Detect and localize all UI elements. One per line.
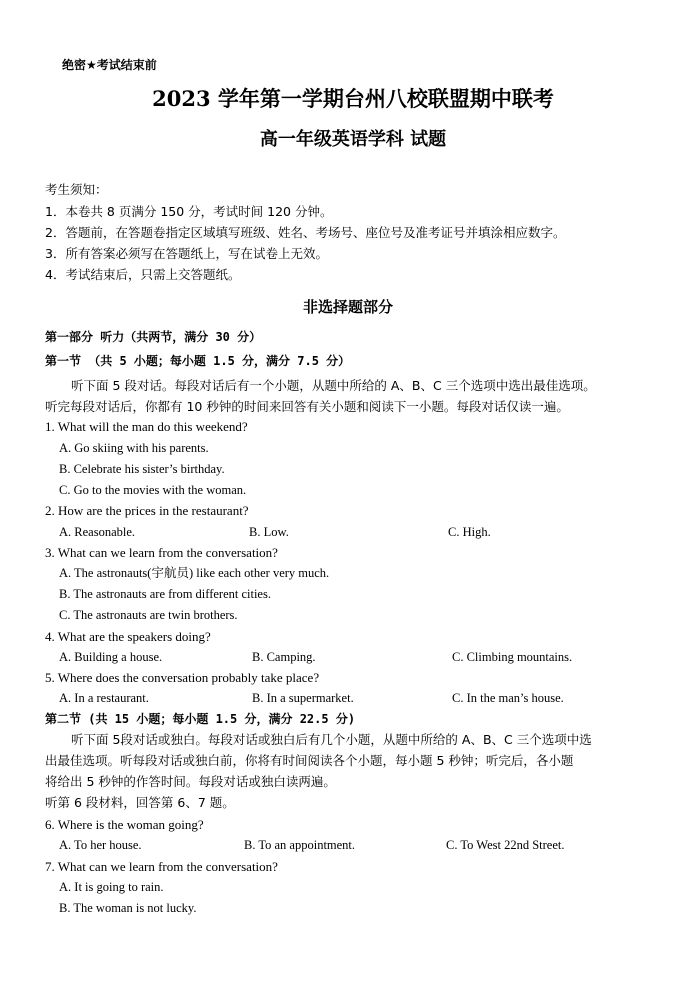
option: A. To her house.	[59, 838, 142, 852]
instructions: 将给出 5 秒钟的作答时间。每段对话或独白读两遍。	[45, 774, 336, 789]
option: B. Camping.	[252, 650, 316, 664]
option: A. In a restaurant.	[59, 691, 149, 705]
option: C. Go to the movies with the woman.	[59, 483, 247, 497]
option: B. The astronauts are from different cities.	[59, 587, 271, 601]
notice-item: 2．答题前，在答题卷指定区域填写班级、姓名、考场号、座位号及准考证号并填涂相应数字。	[45, 225, 566, 240]
section-title: 非选择题部分	[302, 298, 393, 316]
option: B. To an appointment.	[244, 838, 356, 852]
option: B. Celebrate his sister’s birthday.	[59, 462, 225, 476]
option: C. Climbing mountains.	[452, 650, 573, 664]
instructions: 听下面 5段对话或独白。每段对话或独白后有几个小题，从题中所给的 A、B、C 三个选项中选	[71, 732, 592, 747]
question: 5. Where does the conversation probably take place?	[45, 670, 320, 685]
notice-item: 1．本卷共 8 页满分 150 分，考试时间 120 分钟。	[45, 204, 333, 219]
option: B. Low.	[249, 525, 289, 539]
option: A. The astronauts(宇航员) like each other very much.	[59, 566, 330, 580]
instructions: 听下面 5 段对话。每段对话后有一个小题，从题中所给的 A、B、C 三个选项中选出最佳选项。	[71, 378, 596, 393]
notice-item: 3．所有答案必须写在答题纸上，写在试卷上无效。	[45, 246, 328, 261]
option: B. The woman is not lucky.	[59, 901, 197, 915]
exam-title: 2023 学年第一学期台州八校联盟期中联考	[152, 86, 554, 111]
instructions: 听完每段对话后，你都有 10 秒钟的时间来回答有关小题和阅读下一小题。每段对话仅读一遍。	[45, 399, 569, 414]
part-heading: 第一部分 听力（共两节，满分 30 分）	[45, 330, 262, 344]
option: B. In a supermarket.	[252, 691, 354, 705]
instructions: 出最佳选项。听每段对话或独白前，你将有时间阅读各个小题，每小题 5 秒钟；听完后，各小题	[45, 753, 574, 768]
exam-subtitle: 高一年级英语学科 试题	[259, 129, 447, 150]
option: A. Go skiing with his parents.	[59, 441, 209, 455]
option: A. Reasonable.	[59, 525, 136, 539]
confidential-label: 绝密★考试结束前	[62, 58, 157, 72]
question: 1. What will the man do this weekend?	[45, 419, 248, 434]
question: 6. Where is the woman going?	[45, 817, 204, 832]
option: C. The astronauts are twin brothers.	[59, 608, 238, 622]
instructions: 听第 6 段材料，回答第 6、7 题。	[45, 795, 235, 810]
option: C. High.	[448, 525, 491, 539]
question: 2. How are the prices in the restaurant?	[45, 503, 249, 518]
notice-heading: 考生须知：	[45, 182, 108, 197]
question: 4. What are the speakers doing?	[45, 629, 211, 644]
option: C. To West 22nd Street.	[446, 838, 565, 852]
option: A. It is going to rain.	[59, 880, 164, 894]
option: C. In the man’s house.	[452, 691, 564, 705]
section-heading: 第二节 (共 15 小题；每小题 1.5 分，满分 22.5 分)	[45, 712, 356, 726]
notice-item: 4．考试结束后，只需上交答题纸。	[45, 267, 241, 282]
option: A. Building a house.	[59, 650, 163, 664]
question: 7. What can we learn from the conversation?	[45, 859, 278, 874]
section-heading: 第一节 （共 5 小题；每小题 1.5 分，满分 7.5 分）	[45, 354, 351, 368]
question: 3. What can we learn from the conversation?	[45, 545, 278, 560]
